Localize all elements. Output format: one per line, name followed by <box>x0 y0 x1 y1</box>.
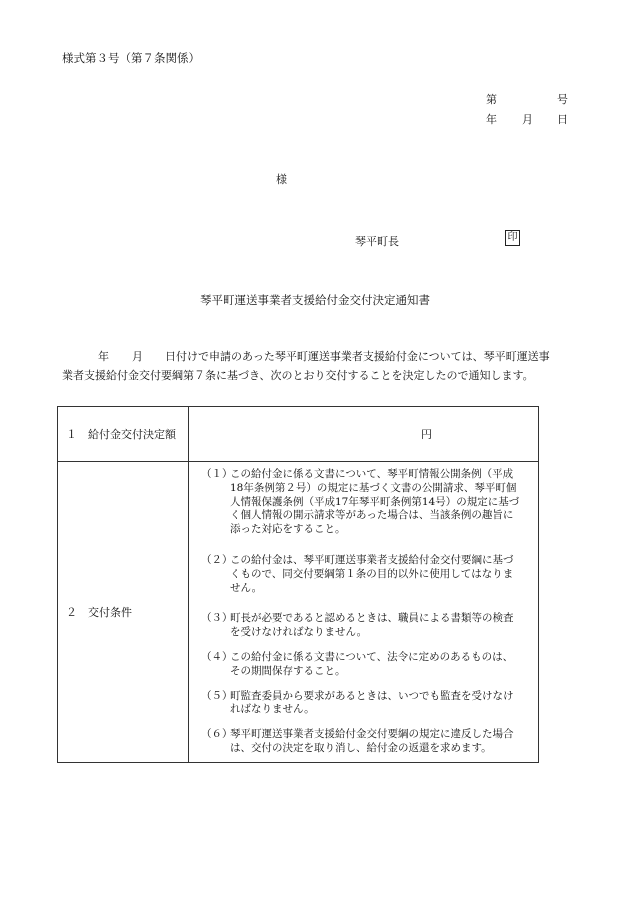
list-item-text: この給付金に係る文書について、琴平町情報公開条例（平成18年条例第２号）の規定に基づく文書の公開請求、琴平町個人情報保護条例（平成17年琴平町条例第14号）の規定に基づく個人情報の開示請求等があった場合は、当該条例の趣旨に添った対応をすること。 <box>230 468 520 536</box>
list-item <box>201 728 522 756</box>
notice-body <box>62 347 550 385</box>
date-year-label: 年 <box>486 113 497 126</box>
list-item-number: （４） <box>201 650 233 663</box>
list-item-text: この給付金に係る文書について、法令に定めのあるものは、その期間保存すること。 <box>230 650 514 677</box>
conditions-list <box>189 462 538 762</box>
list-item <box>201 468 522 537</box>
amount-value-cell: 円 <box>189 407 539 462</box>
list-item-number: （６） <box>201 728 233 741</box>
body-text: 日付けで申請のあった琴平町運送事業者支援給付金については、琴平町運送事業者支援給付金交付要綱第７条に基づき、次のとおり交付することを決定したので通知します。 <box>62 350 550 382</box>
conditions-label: ２ 交付条件 <box>58 462 189 763</box>
table-row-amount <box>58 407 539 462</box>
amount-label: １ 給付金交付決定額 <box>58 407 189 462</box>
conditions-table <box>57 406 539 763</box>
list-item <box>201 690 522 718</box>
list-item-text: 町長が必要であると認めるときは、職員による書類等の検査を受けなければなりません。 <box>230 612 514 639</box>
list-item-number: （２） <box>201 553 233 566</box>
list-item-text: この給付金は、琴平町運送事業者支援給付金交付要綱に基づくもので、同交付要綱第１条の目的以外に使用してはなりません。 <box>230 553 514 594</box>
document-title: 琴平町運送事業者支援給付金交付決定通知書 <box>200 293 430 307</box>
seal-mark: 印 <box>505 230 520 246</box>
date-month-label: 月 <box>522 113 533 126</box>
list-item-text: 琴平町運送事業者支援給付金交付要綱の規定に違反した場合は、交付の決定を取り消し、給付金の返還を求めます。 <box>230 728 514 754</box>
list-item-text: 町監査委員から要求があるときは、いつでも監査を受けなければなりません。 <box>230 689 514 716</box>
document-number-suffix: 号 <box>557 93 568 106</box>
conditions-cell <box>189 462 539 763</box>
list-item <box>201 651 522 679</box>
list-item-number: （５） <box>201 689 233 702</box>
document-number-label: 第 <box>486 93 497 106</box>
date-day-label: 日 <box>557 113 568 126</box>
list-item-number: （１） <box>201 468 233 480</box>
issuer-name: 琴平町長 <box>355 235 399 248</box>
form-number: 様式第３号（第７条関係） <box>62 51 200 65</box>
recipient-honorific: 様 <box>276 173 287 186</box>
list-item <box>201 612 522 640</box>
list-item <box>201 554 522 595</box>
body-year-label: 年 <box>98 350 109 363</box>
body-month-label: 月 <box>132 350 143 363</box>
table-row-conditions <box>58 462 539 763</box>
list-item-number: （３） <box>201 612 233 625</box>
